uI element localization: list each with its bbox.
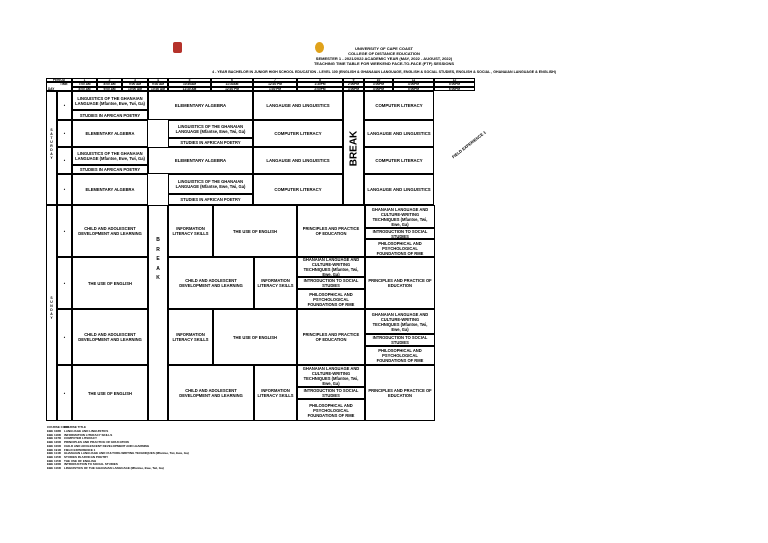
sunday-bullet-3: • [57,309,72,365]
saturday-bullet-3: • [57,147,72,174]
sunday-bullet-1: • [57,205,72,257]
legend-code: EBE 118D [47,432,62,437]
legend-title: INTRODUCTION TO SOCIAL STUDIES [64,462,118,467]
day-label: DAY [48,87,55,91]
period-start-time: 1:30PM [297,82,343,87]
legend-code: EBE 115D [47,458,62,463]
period-end-time: 11:30 AM [168,87,211,92]
sat-r4-poetry: STUDIES IN AFRICAN POETRY [168,194,253,205]
sat-r2-poetry: STUDIES IN AFRICAN POETRY [168,138,253,147]
time-label: TIME [60,82,68,86]
period-end-time: 1:30 PM [253,87,297,92]
sun-r3-ghanaian: GHANAIAN LANGUAGE AND CULTURE-WRITING TECHNIQUES (Mfantse, Twi, Ewe, Ga) [365,309,435,334]
sun-r4-child: CHILD AND ADOLESCENT DEVELOPMENT AND LEARNING [168,365,254,421]
sat-r3-poetry: STUDIES IN AFRICAN POETRY [72,165,148,174]
sun-r1-rme: PHILOSOPHICAL AND PSYCHOLOGICAL FOUNDATIONS OF RME [365,239,435,257]
period-end-time: 12:30 PM [211,87,253,92]
sun-r3-infolit: INFORMATION LITERACY SKILLS [168,309,213,365]
sat-r1-poetry: STUDIES IN AFRICAN POETRY [72,110,148,120]
legend-code: EBE 120D [47,440,62,445]
sat-r4-language: LANGAUGE AND LINGUISTICS [364,174,434,205]
legend-row [47,467,164,471]
period-start-time: 2:00PM [343,82,364,87]
period-number: 5 [168,78,211,82]
sun-r4-social: INTRODUCTION TO SOCIAL STUDIES [297,387,365,399]
legend-title: STUDIES IN AFRICAN POETRY [64,454,109,459]
period-end-time: 9:00 AM [97,87,122,92]
period-end-time: 2:00PM [297,87,343,92]
legend-code: EBE 115D [47,454,62,459]
sat-r4-computer: COMPUTER LITERACY [253,174,343,205]
sun-r2-infolit: INFORMATION LITERACY SKILLS [254,257,297,309]
sun-r1-ghanaian: GHANAIAN LANGUAGE AND CULTURE-WRITING TECHNIQUES (Mfantse, Twi, Ewe, Ga) [365,205,435,228]
sat-r3-algebra: ELEMENTARY ALGEBRA [148,147,253,174]
period-start-time: 12:30 PM [253,82,297,87]
legend-title: FIELD EXPERIENCE 1 [64,447,96,452]
period-number: 4 [148,78,168,82]
sat-r1-computer: COMPUTER LITERACY [364,91,434,120]
period-start-time: 10:30AM [168,82,211,87]
period-end-time: 6:00PM [434,87,475,92]
sun-r2-english: THE USE OF ENGLISH [72,257,148,309]
period-number: 7 [253,78,297,82]
legend-title: LANGUAGE AND LINGUISTICS [64,429,109,433]
period-start-time: 9:30 AM [148,82,168,87]
period-start-time: 4:00PM [393,82,434,87]
field-experience-note: FIELD EXPERIENCE 1 [450,129,487,160]
legend-code: EBE 100D [47,443,62,448]
sat-r3-language: LANGAUGE AND LINGUISTICS [253,147,343,174]
sunday-bullet-2: • [57,257,72,309]
sun-r3-rme: PHILOSOPHICAL AND PSYCHOLOGICAL FOUNDATIONS OF RME [365,346,435,365]
legend-code: EBE 116D [47,466,62,470]
header-semester: SEMESTER 1 - 2021/2022 ACADEMIC YEAR (MAY, 2022 - AUGUST, 2022) [315,56,453,61]
period-number: 9 [343,78,364,82]
period-number: 1 [72,78,97,82]
legend-title: INFORMATION LITERACY SKILLS [64,432,113,437]
header-timetable-title: TEACHING TIME TABLE FOR WEEKEND FACE-TO-FACE (FTF) SESSIONS [313,61,455,66]
legend-title: GHANAIAN LANGUAGE AND CULTURE-WRITING TECHNIQUES (Mfantse, Twi, Ewe, Ga) [64,451,189,456]
sun-r3-principles: PRINCIPLES AND PRACTICE OF EDUCATION [297,309,365,365]
legend-col-code: COURSE CODE [47,425,70,429]
legend-title: THE USE OF ENGLISH [64,458,97,463]
sun-r1-english: THE USE OF ENGLISH [213,205,297,257]
sat-r3-computer: COMPUTER LITERACY [364,147,434,174]
period-number: 3 [122,78,148,82]
saturday-bullet-4: • [57,174,72,205]
period-number: 8 [297,78,343,82]
period-start-time: 7:00 AM [72,82,97,87]
sun-r4-ghanaian: GHANAIAN LANGUAGE AND CULTURE-WRITING TECHNIQUES (Mfantse, Twi, Ewe, Ga) [297,365,365,387]
legend-title: COMPUTER LITERACY [64,436,97,441]
sun-r4-infolit: INFORMATION LITERACY SKILLS [254,365,297,421]
period-number: 12 [434,78,475,82]
period-end-time: 10:00 AM [122,87,148,92]
legend-title: CHILD AND ADOLESCENT DEVELOPMENT AND LEARNING [64,443,150,448]
period-end-time: 5:00PM [393,87,434,92]
sun-r3-english: THE USE OF ENGLISH [213,309,297,365]
sat-r1-algebra: ELEMENTARY ALGEBRA [148,91,253,120]
legend-code: EBE 114D [47,451,62,456]
legend-code: EBE 108D [47,429,62,433]
period-start-time: 5:00PM [434,82,475,87]
sun-r2-principles: PRINCIPLES AND PRACTICE OF EDUCATION [365,257,435,309]
sun-r1-principles: PRINCIPLES AND PRACTICE OF EDUCATION [297,205,365,257]
header-programme: 4 - YEAR BACHELOR IN JUNIOR HIGH SCHOOL EDUCATION - LEVEL 100 (ENGLISH & GHANAIAN LANGUAGE, ENGLISH & SOCIAL STUDIES, ENGLISH & SOCIAL , GHANAIAN LANGUAGE & ENGLISH) [212,70,556,74]
sun-r3-child: CHILD AND ADOLESCENT DEVELOPMENT AND LEARNING [72,309,148,365]
legend-code: EBE 126D [47,462,62,467]
sun-r2-child: CHILD AND ADOLESCENT DEVELOPMENT AND LEARNING [168,257,254,309]
sun-r1-social: INTRODUCTION TO SOCIAL STUDIES [365,228,435,239]
sun-r1-child: CHILD AND ADOLESCENT DEVELOPMENT AND LEARNING [72,205,148,257]
saturday-bullet-2: • [57,120,72,147]
sun-r3-social: INTRODUCTION TO SOCIAL STUDIES [365,334,435,346]
period-end-time: 4:00PM [364,87,393,92]
sat-r1-language: LANGAUGE AND LINGUISTICS [253,91,343,120]
period-start-time: 9:00 AM [122,82,148,87]
sunday-bullet-4: • [57,365,72,421]
sun-r2-social: INTRODUCTION TO SOCIAL STUDIES [297,277,365,289]
period-end-time: 3:00PM [343,87,364,92]
period-end-time: 10:30 AM [148,87,168,92]
header-college: COLLEGE OF DISTANCE EDUCATION [348,51,420,56]
period-number: 6 [211,78,253,82]
sat-r3-linguistics: LINGUISTICS OF THE GHANAIAN LANGUAGE (Mfantse, Ewe, Twi, Ga) [72,147,148,165]
saturday-bullet-1: • [57,91,72,120]
saturday-break-label: BREAK [348,130,359,166]
sun-r4-english: THE USE OF ENGLISH [72,365,148,421]
legend-code: EBE 191D [47,447,62,452]
sat-r2-algebra: ELEMENTARY ALGEBRA [72,120,148,147]
period-number: 2 [97,78,122,82]
legend-title: PRINCIPLES AND PRACTICE OF EDUCATION [64,440,129,445]
sat-r1-linguistics: LINGUISTICS OF THE GHANAIAN LANGUAGE (Mfantse, Ewe, Twi, Ga) [72,91,148,110]
header-university: UNIVERSITY OF CAPE COAST [355,46,413,51]
sat-r2-linguistics: LINGUISTICS OF THE GHANAIAN LANGUAGE (Mfantse, Ewe, Twi, Ga) [168,120,253,138]
period-start-time: 3:00PM [364,82,393,87]
saturday-day-label: S A T U R D A Y [50,128,53,160]
legend-code: EBE 107D [47,436,62,441]
period-end-time: 8:00 AM [72,87,97,92]
period-number: 10 [364,78,393,82]
day-time-label [46,82,72,91]
sun-r2-ghanaian: GHANAIAN LANGUAGE AND CULTURE-WRITING TECHNIQUES (Mfantse, Twi, Ewe, Ga) [297,257,365,277]
sunday-break-label: B R E A K [156,237,160,281]
period-start-time: 8:00 AM [97,82,122,87]
sun-r4-principles: PRINCIPLES AND PRACTICE OF EDUCATION [365,365,435,421]
sat-r4-linguistics: LINGUISTICS OF THE GHANAIAN LANGUAGE (Mfantse, Ewe, Twi, Ga) [168,174,253,194]
saturday-break-border [343,91,364,205]
sunday-day-label: S U N D A Y [50,296,53,320]
sun-r4-rme: PHILOSOPHICAL AND PSYCHOLOGICAL FOUNDATIONS OF RME [297,399,365,421]
period-start-time: 11:30AM [211,82,253,87]
period-number: 11 [393,78,434,82]
sun-r1-infolit: INFORMATION LITERACY SKILLS [168,205,213,257]
period-label: PERIOD [46,78,72,82]
sat-r2-language: LANGAUGE AND LINGUISTICS [364,120,434,147]
legend-title: LINGUISTICS OF THE GHANAIAN LANGUAGE (Mfantse, Ewe, Twi, Ga) [64,466,164,470]
sat-r2-computer: COMPUTER LITERACY [253,120,343,147]
sat-r4-algebra: ELEMENTARY ALGEBRA [72,174,148,205]
legend-col-title: COURSE TITLE [64,425,87,429]
sun-r2-rme: PHILOSOPHICAL AND PSYCHOLOGICAL FOUNDATIONS OF RME [297,289,365,309]
